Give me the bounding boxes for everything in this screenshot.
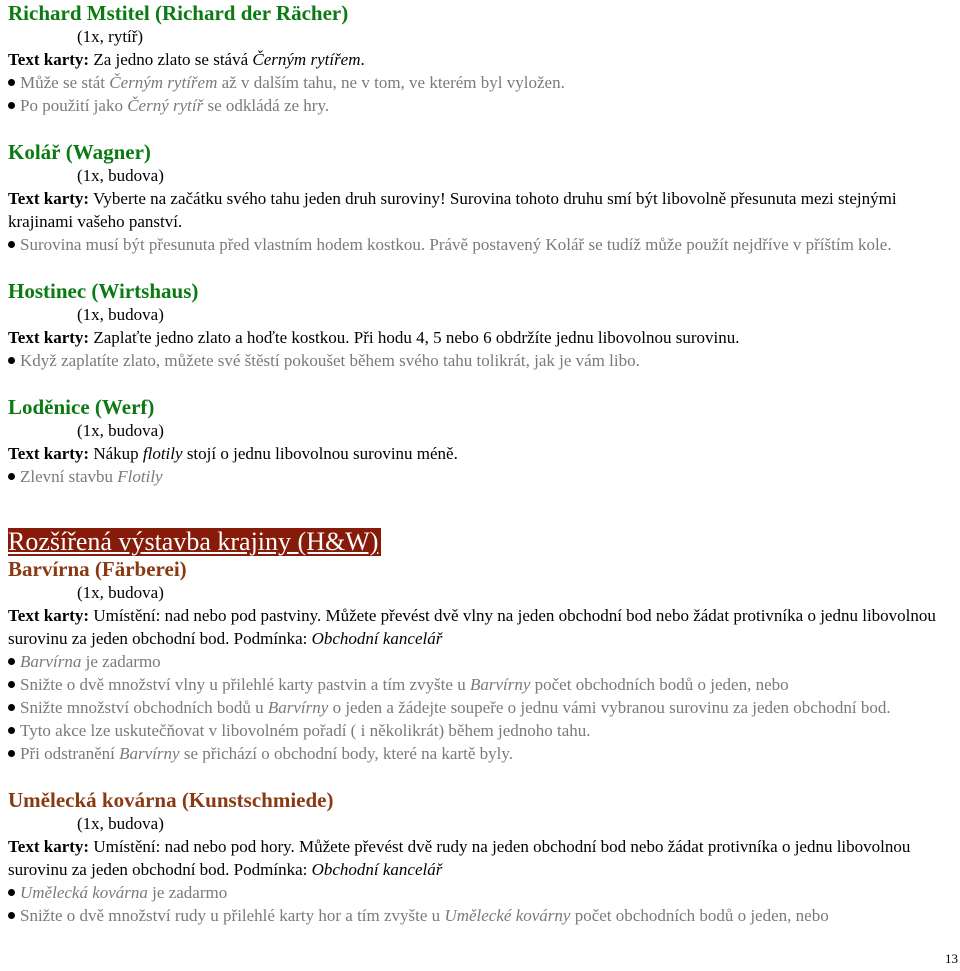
section-title: Rozšířená výstavba krajiny (H&W) <box>8 528 381 556</box>
entry-title-lodenice: Loděnice (Werf) <box>8 395 155 419</box>
bullet-item: Snižte o dvě množství rudy u přilehlé karty hor a tím zvyšte u Umělecké kovárny počet obchodních bodů o jeden, nebo <box>8 904 953 927</box>
bullet-item: Může se stát Černým rytířem až v dalším tahu, ne v tom, ve kterém byl vyložen. <box>8 71 953 94</box>
bullet-item: Po použití jako Černý rytíř se odkládá ze hry. <box>8 94 953 117</box>
card-text-hostinec: Text karty: Zaplaťte jedno zlato a hoďte kostkou. Při hodu 4, 5 nebo 6 obdržíte jednu libovolnou surovinu. <box>8 328 740 347</box>
entry-meta-hostinec: (1x, budova) <box>77 305 164 324</box>
bullet-item: Zlevní stavbu Flotily <box>8 465 953 488</box>
entry-title-hostinec: Hostinec (Wirtshaus) <box>8 279 199 303</box>
card-text-lodenice: Text karty: Nákup flotily stojí o jednu libovolnou surovinu méně. <box>8 444 458 463</box>
bullet-item: Snižte množství obchodních bodů u Barvírny o jeden a žádejte soupeře o jednu vámi vybranou surovinu za jeden obchodní bod. <box>8 696 953 719</box>
bullet-item: Při odstranění Barvírny se přichází o obchodní body, které na kartě byly. <box>8 742 953 765</box>
entry-meta-kovarna: (1x, budova) <box>77 814 164 833</box>
bullet-item: Surovina musí být přesunuta před vlastním hodem kostkou. Právě postavený Kolář se tudíž může použít nejdříve v příštím kole. <box>8 233 953 256</box>
bullet-item: Když zaplatíte zlato, můžete své štěstí pokoušet během svého tahu tolikrát, jak je vám libo. <box>8 349 953 372</box>
entry-title-msitel: Richard Mstitel (Richard der Rächer) <box>8 1 349 25</box>
document-page <box>8 0 953 927</box>
entry-title-barvirna: Barvírna (Färberei) <box>8 557 187 581</box>
bullet-item: Barvírna je zadarmo <box>8 650 953 673</box>
bullet-item: Umělecká kovárna je zadarmo <box>8 881 953 904</box>
entry-meta-barvirna: (1x, budova) <box>77 583 164 602</box>
bullet-item: Tyto akce lze uskutečňovat v libovolném pořadí ( i několikrát) během jednoho tahu. <box>8 719 953 742</box>
card-text-kolar: Text karty: Vyberte na začátku svého tahu jeden druh suroviny! Surovina tohoto druhu smí být libovolně přesunuta mezi stejnými krajinami vašeho panství. <box>8 189 897 231</box>
card-text-barvirna: Text karty: Umístění: nad nebo pod pastviny. Můžete převést dvě vlny na jeden obchodní bod nebo žádat protivníka o jednu libovolnou surovinu za jeden obchodní bod. Podmínka: Obchodní kancelář <box>8 606 936 648</box>
entry-meta-lodenice: (1x, budova) <box>77 421 164 440</box>
card-text-kovarna: Text karty: Umístění: nad nebo pod hory. Můžete převést dvě rudy na jeden obchodní bod nebo žádat protivníka o jednu libovolnou surovinu za jeden obchodní bod. Podmínka: Obchodní kancelář <box>8 837 911 879</box>
entry-meta-msitel: (1x, rytíř) <box>77 27 144 46</box>
page-number: 13 <box>945 951 958 966</box>
entry-title-kolar: Kolář (Wagner) <box>8 140 151 164</box>
entry-title-kovarna: Umělecká kovárna (Kunstschmiede) <box>8 788 334 812</box>
card-text-msitel: Text karty: Za jedno zlato se stává Černým rytířem. <box>8 50 365 69</box>
bullet-item: Snižte o dvě množství vlny u přilehlé karty pastvin a tím zvyšte u Barvírny počet obchodních bodů o jeden, nebo <box>8 673 953 696</box>
entry-meta-kolar: (1x, budova) <box>77 166 164 185</box>
